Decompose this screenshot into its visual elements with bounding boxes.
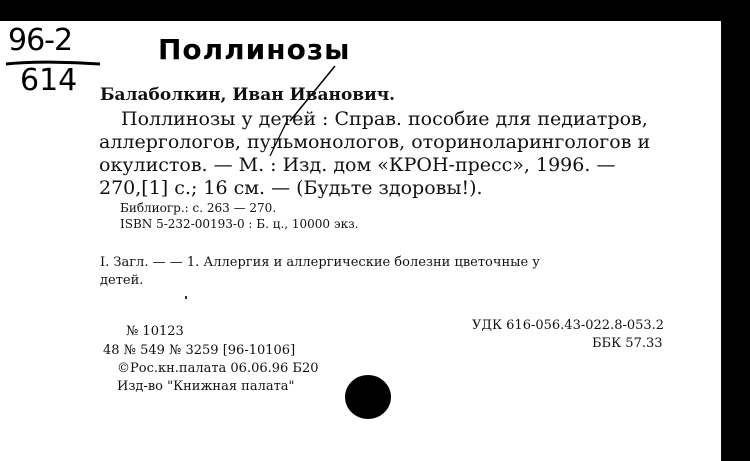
bbk-code: ББК 57.33 [592, 336, 663, 351]
title-line-4: 270,[1] с.; 16 см. — (Будьте здоровы!). [99, 177, 483, 199]
udk-code: УДК 616-056.43-022.8-053.2 [472, 318, 665, 333]
isbn-line: ISBN 5-232-00193-0 : Б. ц., 10000 экз. [120, 217, 359, 231]
shelf-mark-top: 96-2 [8, 23, 73, 58]
subject-heading-handwritten: Поллинозы [158, 33, 351, 66]
tracing-line-2: детей. [100, 273, 144, 288]
punch-hole [345, 375, 391, 419]
record-line: 48 № 549 № 3259 [96-10106] [103, 343, 296, 358]
title-line-1: Поллинозы у детей : Справ. пособие для педиатров, [121, 108, 648, 130]
title-line-3: окулистов. — М. : Изд. дом «КРОН-пресс», 1996. — [99, 154, 616, 176]
title-line-2: аллергологов, пульмонологов, оториноларингологов и [99, 131, 651, 153]
author-heading: Балаболкин, Иван Иванович. [100, 85, 396, 105]
bibliography-note: Библиогр.: с. 263 — 270. [120, 201, 277, 215]
shelf-mark-bottom: 614 [20, 63, 78, 98]
publisher-line: Изд-во "Книжная палата" [117, 379, 295, 394]
tracing-line-1: I. Загл. — — 1. Аллергия и аллергические болезни цветочные у [100, 255, 540, 270]
stray-mark [185, 296, 187, 299]
catalog-card [0, 21, 721, 461]
copyright-line: ©Рос.кн.палата 06.06.96 Б20 [117, 361, 319, 376]
card-number: № 10123 [126, 324, 184, 339]
